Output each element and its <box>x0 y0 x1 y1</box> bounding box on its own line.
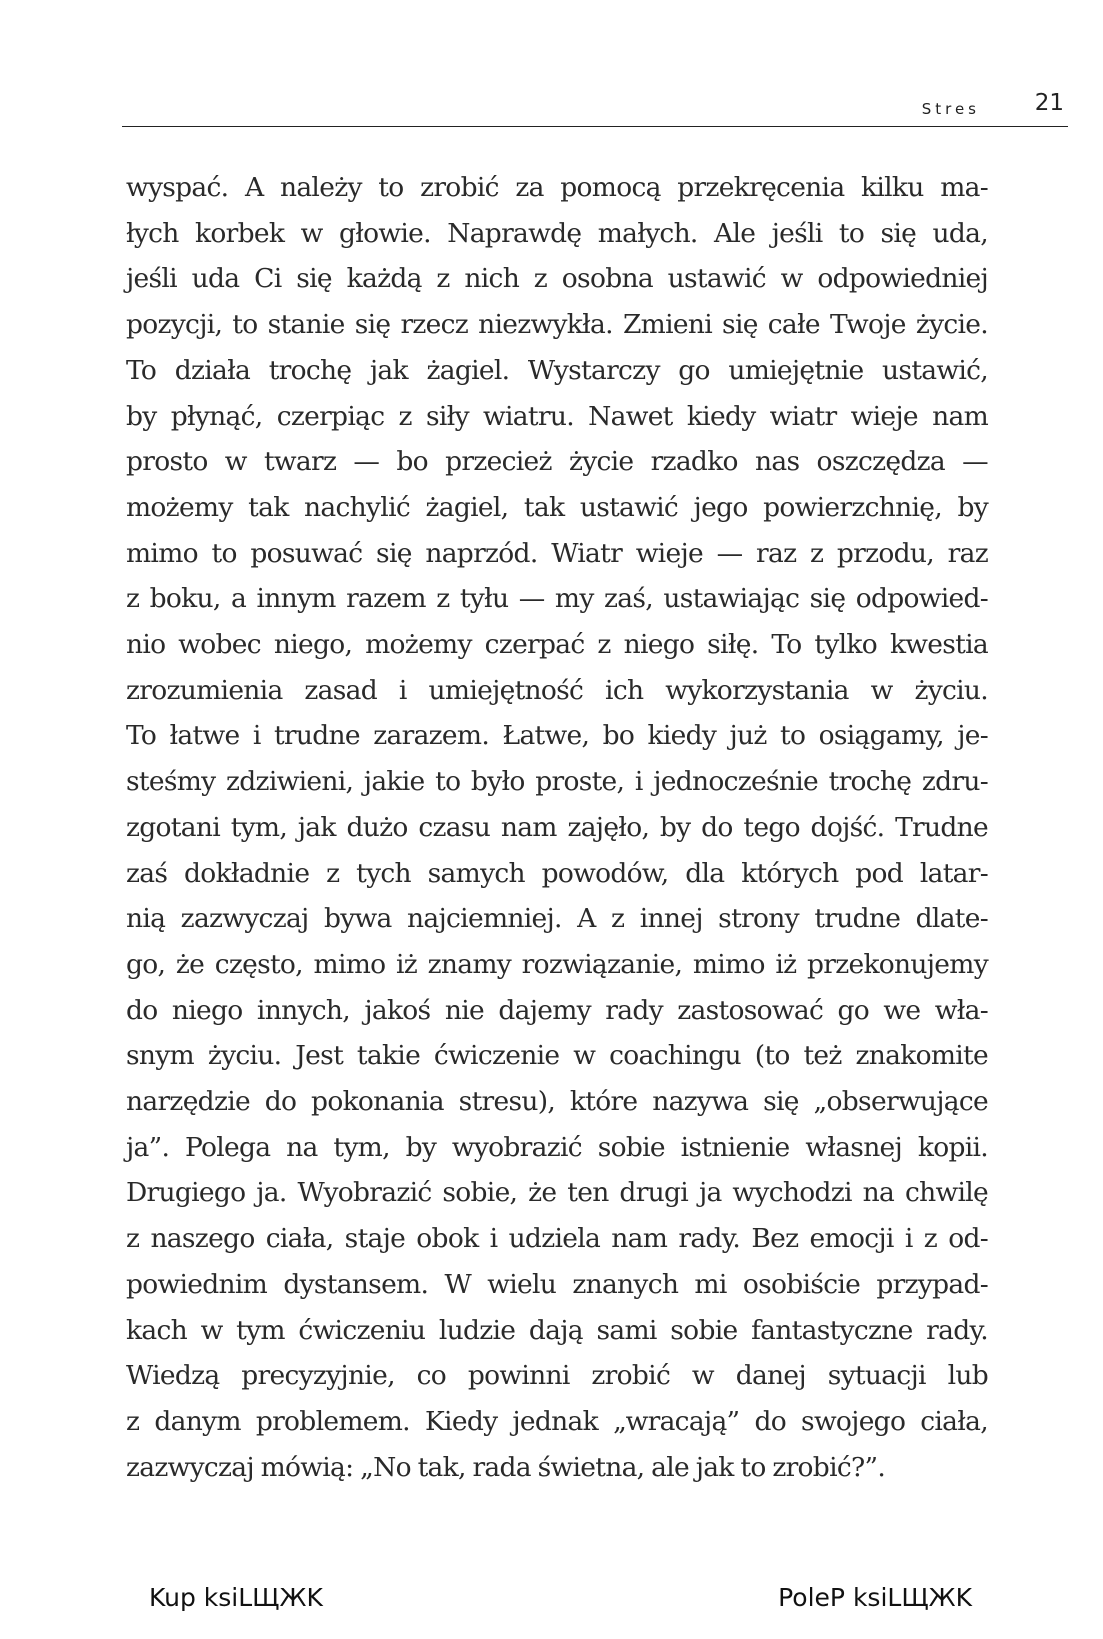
buy-book-link[interactable]: Kup ksiLЩЖK <box>149 1583 323 1612</box>
text-line: zgotani tym, jak dużo czasu nam zajęło, by do tego dojść. Trudne <box>126 811 988 843</box>
text-line: jeśli uda Ci się każdą z nich z osobna ustawić w odpowiedniej <box>126 263 988 295</box>
text-line: steśmy zdziwieni, jakie to było proste, i jednocześnie trochę zdru- <box>126 766 988 798</box>
text-line: nią zazwyczaj bywa najciemniej. A z innej strony trudne dlate- <box>126 903 988 935</box>
text-line: ja”. Polega na tym, by wyobrazić sobie istnienie własnej kopii. <box>126 1131 988 1163</box>
text-line: To łatwe i trudne zarazem. Łatwe, bo kiedy już to osiągamy, je- <box>126 720 988 752</box>
text-line: narzędzie do pokonania stresu), które nazywa się „obserwujące <box>126 1086 988 1118</box>
text-line: z danym problemem. Kiedy jednak „wracają” do swojego ciała, <box>126 1405 988 1437</box>
text-line: nio wobec niego, możemy czerpać z niego siłę. To tylko kwestia <box>126 629 988 661</box>
text-line: łych korbek w głowie. Naprawdę małych. Ale jeśli to się uda, <box>126 217 988 249</box>
page-number: 21 <box>1034 90 1064 116</box>
text-line: To działa trochę jak żagiel. Wystarczy go umiejętnie ustawić, <box>126 354 988 386</box>
body-text <box>126 165 988 1490</box>
text-line: kach w tym ćwiczeniu ludzie dają sami sobie fantastyczne rady. <box>126 1314 988 1346</box>
text-line: Wiedzą precyzyjnie, co powinni zrobić w danej sytuacji lub <box>126 1360 988 1392</box>
text-line: zrozumienia zasad i umiejętność ich wykorzystania w życiu. <box>126 674 988 706</box>
text-line: snym życiu. Jest takie ćwiczenie w coachingu (to też znakomite <box>126 1040 988 1072</box>
text-line: prosto w twarz — bo przecież życie rzadko nas oszczędza — <box>126 446 988 478</box>
recommend-book-link[interactable]: PoleP ksiLЩЖK <box>778 1583 972 1612</box>
text-line: Drugiego ja. Wyobrazić sobie, że ten drugi ja wychodzi na chwilę <box>126 1177 988 1209</box>
text-line: go, że często, mimo iż znamy rozwiązanie, mimo iż przekonujemy <box>126 948 988 980</box>
text-line: wyspać. A należy to zrobić za pomocą przekręcenia kilku ma- <box>126 172 988 203</box>
running-title: Stres <box>921 100 980 118</box>
page-header <box>122 90 1068 127</box>
text-line: pozycji, to stanie się rzecz niezwykła. Zmieni się całe Twoje życie. <box>126 309 988 341</box>
text-line: by płynąć, czerpiąc z siły wiatru. Nawet kiedy wiatr wieje nam <box>126 400 988 432</box>
text-line: z boku, a innym razem z tyłu — my zaś, ustawiając się odpowied- <box>126 583 988 615</box>
text-line: zazwyczaj mówią: „No tak, rada świetna, ale jak to zrobić?”. <box>126 1451 886 1483</box>
text-line: mimo to posuwać się naprzód. Wiatr wieje — raz z przodu, raz <box>126 537 988 569</box>
text-line: z naszego ciała, staje obok i udziela nam rady. Bez emocji i z od- <box>126 1223 988 1255</box>
text-line: do niego innych, jakoś nie dajemy rady zastosować go we wła- <box>126 994 988 1026</box>
text-line: możemy tak nachylić żagiel, tak ustawić jego powierzchnię, by <box>126 491 988 523</box>
text-line: powiednim dystansem. W wielu znanych mi osobiście przypad- <box>126 1268 988 1300</box>
text-line: zaś dokładnie z tych samych powodów, dla których pod latar- <box>126 857 988 889</box>
